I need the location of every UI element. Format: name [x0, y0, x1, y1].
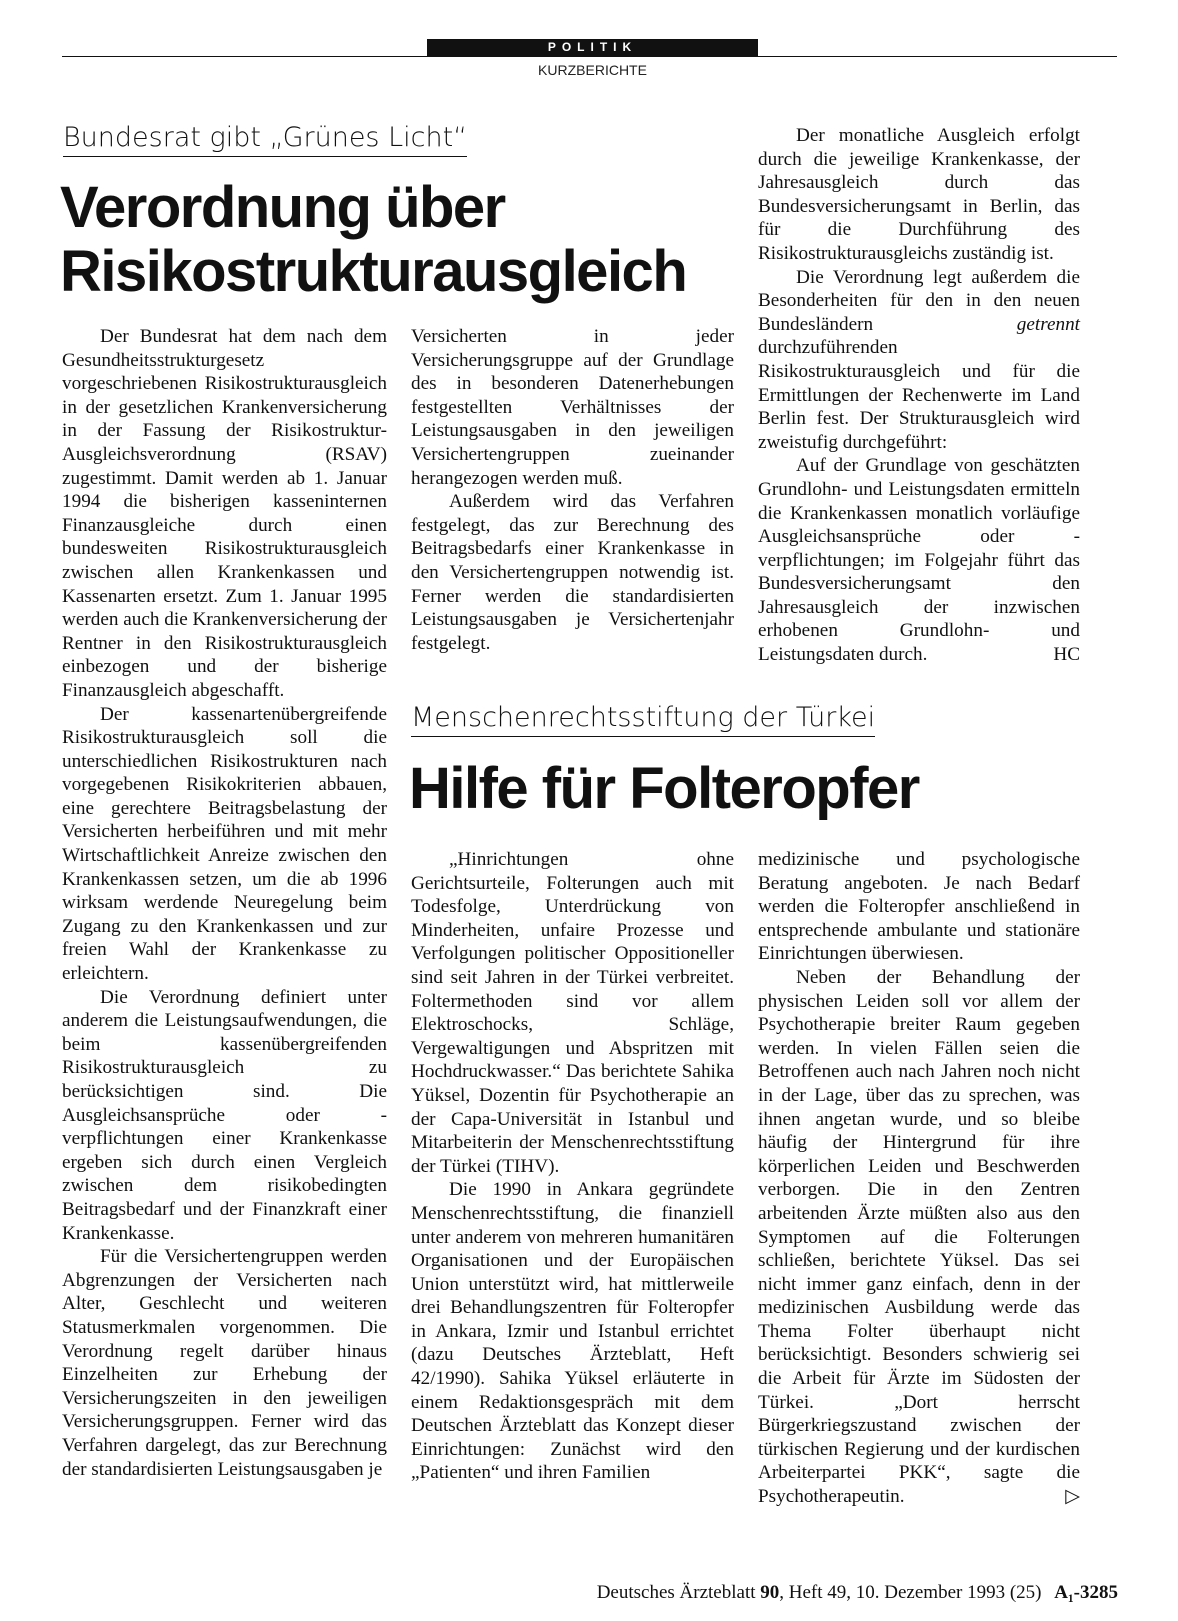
paragraph: Außerdem wird das Verfahren festgelegt, das zur Berechnung des Beitragsbedarfs einer Krankenkasse in den Versichertengruppen notwendig ist. Ferner werden die standardisierten Leistungsausgaben je Versichertenjahr festgelegt. — [411, 491, 734, 654]
article2-headline: Hilfe für Folteropfer — [409, 756, 919, 821]
author-initials: HC — [1053, 644, 1080, 666]
article1-kicker: Bundesrat gibt „Grünes Licht“ — [63, 121, 467, 157]
header-rule — [62, 56, 1117, 57]
paragraph: „Hinrichtungen ohne Gerichtsurteile, Folterungen auch mit Todesfolge, Unterdrückung von Minderheiten, unfaire Prozesse und Verfolgungen politischer Oppositioneller sind seit Jahren in der Türkei verbreitet. Foltermethoden sind vor allem Elektroschocks, Schläge, Vergewaltigungen und Abspritzen mit Hochdruckwasser.“ Das berichtete Sahika Yüksel, Dozentin für Psychotherapie an der Capa-Universität in Istanbul und Mitarbeiterin der Menschenrechtsstiftung der Türkei (TIHV). — [411, 849, 734, 1177]
paragraph — [758, 266, 1080, 455]
paragraph: medizinische und psychologische Beratung angeboten. Je nach Bedarf werden die Folteropfer anschließend in entsprechende ambulante und stationäre Einrichtungen überwiesen. — [758, 849, 1080, 965]
volume-number: 90 — [760, 1582, 780, 1603]
article2-kicker: Menschenrechtsstiftung der Türkei — [411, 701, 875, 737]
paragraph: Die Verordnung definiert unter anderem die Leistungsaufwendungen, die beim kassenübergreifenden Risikostrukturausgleich zu berücksichtigen sind. Die Ausgleichsansprüche oder -verpflichtungen einer Krankenkasse ergeben sich durch einen Vergleich zwischen dem risikobedingten Beitragsbedarf und der Finanzkraft einer Krankenkasse. — [62, 986, 387, 1244]
journal-name: Deutsches Ärzteblatt — [596, 1582, 756, 1603]
article1-headline-line1: Verordnung über — [60, 175, 505, 240]
paragraph: Der monatliche Ausgleich erfolgt durch die jeweilige Krankenkasse, der Jahresausgleich durch das Bundesversicherungsamt in Berlin, das für die Durchführung des Risikostrukturausgleichs zuständig ist. — [758, 125, 1080, 264]
paragraph: Der Bundesrat hat dem nach dem Gesundheitsstrukturgesetz vorgeschriebenen Risikostrukturausgleich in der gesetzlichen Krankenversicherung in der Fassung der Risikostruktur-Ausgleichsverordnung (RSAV) zugestimmt. Damit werden ab 1. Januar 1994 die bisherigen kasseninternen Finanzausgleiche durch einen bundesweiten Risikostrukturausgleich zwischen allen Krankenkassen und Kassenarten ersetzt. Zum 1. Januar 1995 werden auch die Krankenversicherung der Rentner in den Risikostrukturausgleich einbezogen und der bisherige Finanzausgleich abgeschafft. — [62, 326, 387, 701]
issue-date: , Heft 49, 10. Dezember 1993 (25) — [779, 1582, 1042, 1603]
paragraph — [758, 966, 1080, 1509]
continue-arrow-icon: ▷ — [1065, 1486, 1080, 1508]
article1-headline-line2: Risikostrukturausgleich — [60, 239, 687, 304]
article1-column-3 — [758, 124, 1080, 667]
emphasis: getrennt — [1016, 313, 1080, 335]
paragraph: Für die Versichertengruppen werden Abgrenzungen der Versicherten nach Alter, Geschlecht und weiteren Statusmerkmalen vorgenommen. Die Verordnung regelt darüber hinaus Einzelheiten zur Erhebung der Versicherungszeiten in den jeweiligen Versicherungsgruppen. Ferner wird das Verfahren dargelegt, das zur Berechnung der standardisierten Leistungsausgaben je — [62, 1246, 387, 1480]
article1-column-2 — [411, 325, 734, 655]
paragraph: Die 1990 in Ankara gegründete Menschenrechtsstiftung, die finanziell unter anderem von mehreren humanitären Organisationen und der Europäischen Union unterstützt wird, hat mittlerweile drei Behandlungszentren für Folteropfer in Ankara, Izmir und Istanbul errichtet (dazu Deutsches Ärzteblatt, Heft 42/1990). Sahika Yüksel erläuterte in einem Redaktionsgespräch mit dem Deutschen Ärzteblatt das Konzept dieser Einrichtungen: Zunächst wird den „Patienten“ und ihren Familien — [411, 1179, 734, 1484]
text-span: Die Verordnung legt außerdem die Besonderheiten für den in den neuen Bundesländern — [758, 266, 1080, 335]
text-span: Neben der Behandlung der physischen Leiden soll vor allem der Psychotherapie breiter Raum gegeben werden. In vielen Fällen seien die Betroffenen auch nach Jahren noch nicht in der Lage, über das zu sprechen, was ihnen angetan wurde, und so bleibe häufig der Hintergrund für ihre körperlichen Leiden und Beschwerden verborgen. Die in den Zentren arbeitenden Ärzte müßten also aus den Symptomen auf die Folterungen schließen, berichtete Yüksel. Das sei nicht immer ganz einfach, denn in der medizinischen Ausbildung werde das Thema Folter überhaupt nicht berücksichtigt. Besonders schwierig sei die Arbeit für Ärzte im Südosten der Türkei. „Dort herrscht Bürgerkriegszustand zwischen der türkischen Regierung und der kurdischen Arbeiterpartei PKK“, sagte die Psychotherapeutin. — [758, 966, 1080, 1508]
text-span: Auf der Grundlage von geschätzten Grundlohn- und Leistungsdaten ermitteln die Krankenkassen monatlich vorläufige Ausgleichsansprüche oder -verpflichtungen; im Folgejahr führt das Bundesversicherungsamt den Jahresausgleich der inzwischen erhobenen Grundlohn- und Leistungsdaten durch. — [758, 455, 1080, 666]
text-span: durchzuführenden Risikostrukturausgleich und für die Ermittlungen der Rechenwerte im Land Berlin fest. Der Strukturausgleich wird zweistufig durchgeführt: — [758, 337, 1080, 453]
paragraph: Versicherten in jeder Versicherungsgruppe auf der Grundlage des in besonderen Datenerhebungen festgestellten Verhältnisses der Leistungsausgaben in den jeweiligen Versichertengruppen zueinander herangezogen werden muß. — [411, 326, 734, 489]
article2-column-2 — [758, 848, 1080, 1509]
paragraph: Der kassenartenübergreifende Risikostrukturausgleich soll die unterschiedlichen Risikostrukturen nach vorgegebenen Risikokriterien abbauen, eine gerechtere Beitragsbelastung der Versicherten herbeiführen und mit mehr Wirtschaftlichkeit Anreize zwischen den Krankenkassen setzen, um die ab 1996 wirksam werdende Neuregelung beim Zugang zu den Krankenkassen und zur freien Wahl der Krankenkasse zu erleichtern. — [62, 703, 387, 985]
article2-column-1 — [411, 848, 734, 1485]
article1-column-1 — [62, 325, 387, 1481]
article1-headline — [60, 176, 750, 304]
paragraph — [758, 454, 1080, 666]
section-subtitle: KURZBERICHTE — [538, 62, 647, 78]
page-number: A₁-3285 — [1054, 1582, 1118, 1603]
page-footer — [597, 1582, 1118, 1604]
section-badge: POLITIK — [427, 39, 758, 56]
